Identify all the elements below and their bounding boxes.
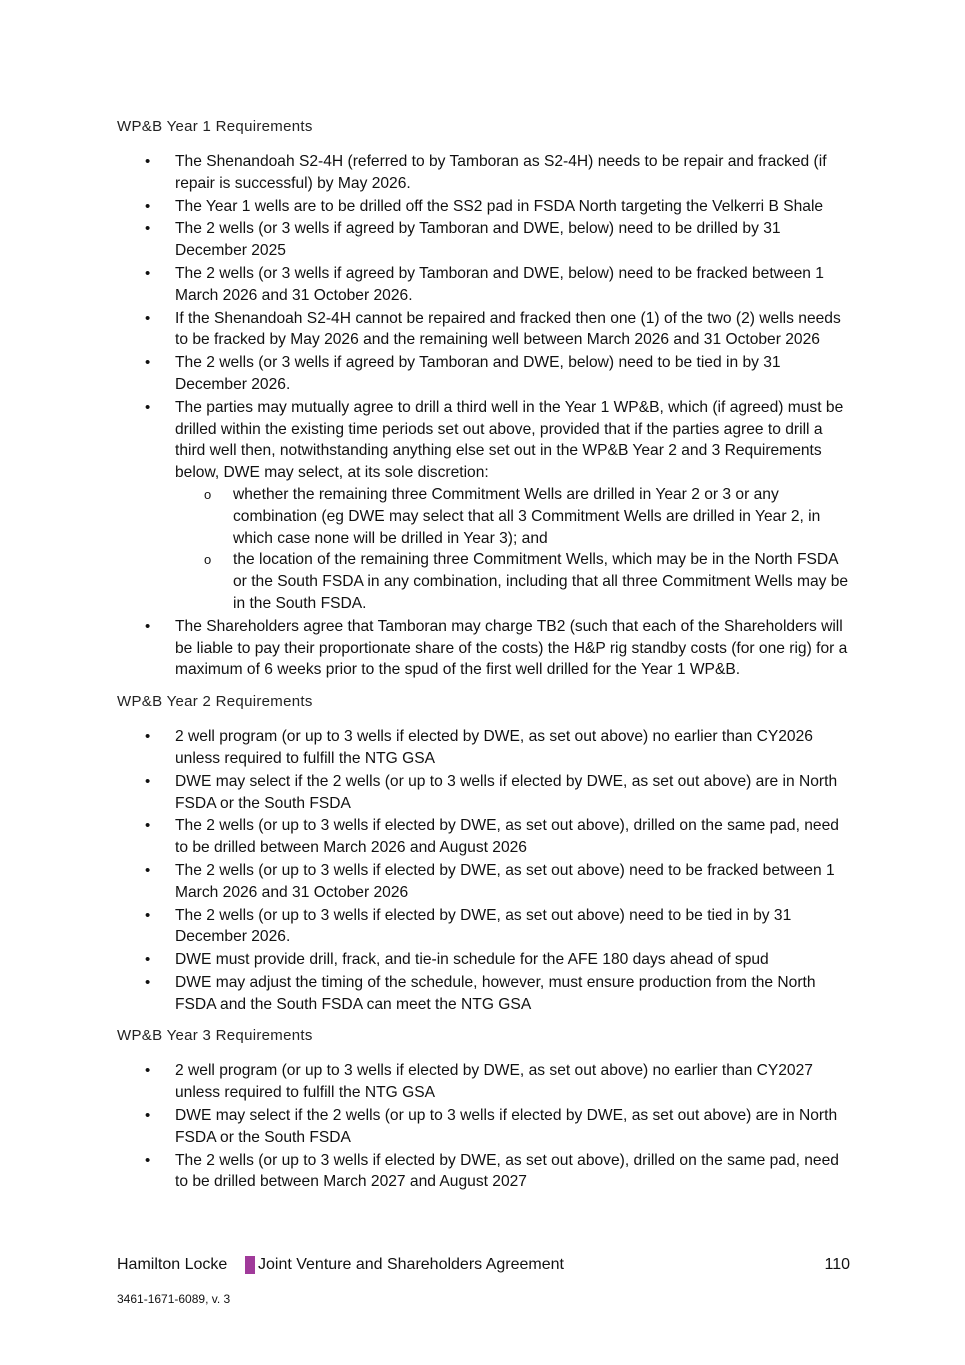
page-number: 110 [824, 1256, 850, 1273]
section-heading-year-3: WP&B Year 3 Requirements [117, 1027, 313, 1045]
year-1-requirements-list [117, 151, 852, 681]
list-item: • The Shareholders agree that Tamboran may charge TB2 (such that each of the Shareholders will be liable to pay their proportionate share of the costs) the H&P rig standby costs (for one rig) for a maximum of 6 weeks prior to the spud of the first well drilled for the Year 1 WP&B. [145, 617, 848, 679]
list-item: • The Year 1 wells are to be drilled off the SS2 pad in FSDA North targeting the Velkerri B Shale [117, 196, 852, 218]
bullet-icon: • [145, 354, 151, 372]
list-item: • The parties may mutually agree to drill a third well in the Year 1 WP&B, which (if agreed) must be drilled within the existing time periods set out above, provided that if the parties agree to drill a third well then, notwithstanding anything else set out in the WP&B Year 2 and 3 Requirements below, DWE may select, at its sole discretion: o whether the remaining three Commitment Wells are drilled in Year 2 or 3 or any combination (eg DWE may select that all 3 Commitment Wells are drilled in Year 2, in which case none will be drilled in Year 3); and o the location of the remaining three Commitment Wells, which may be in the North FSDA or the South FSDA in any combination, including that all three Commitment Wells may be in the South FSDA. [117, 397, 852, 615]
list-item: • The 2 wells (or up to 3 wells if elected by DWE, as set out above) need to be tied in by 31 December 2026. [145, 906, 792, 946]
list-item: • The 2 wells (or up to 3 wells if elected by DWE, as set out above) need to be fracked between 1 March 2026 and 31 October 2026 [145, 861, 835, 901]
list-item: • The 2 wells (or 3 wells if agreed by Tamboran and DWE, below) need to be drilled by 31 December 2025 [145, 220, 781, 260]
list-item: • DWE may adjust the timing of the schedule, however, must ensure production from the North FSDA and the South FSDA can meet the NTG GSA [145, 973, 816, 1013]
bullet-icon: • [145, 817, 151, 835]
list-item: • The 2 wells (or up to 3 wells if elected by DWE, as set out above), drilled on the same pad, need to be drilled between March 2027 and August 2027 [145, 1151, 839, 1191]
bullet-icon: • [145, 617, 151, 635]
list-item: • DWE may select if the 2 wells (or up to 3 wells if elected by DWE, as set out above) are in North FSDA or the South FSDA [145, 1107, 838, 1146]
footer-accent-bar [245, 1256, 255, 1274]
bullet-icon: • [145, 1107, 151, 1125]
list-item: • The 2 wells (or 3 wells if agreed by Tamboran and DWE, below) need to be fracked between 1 March 2026 and 31 October 2026. [145, 264, 824, 304]
bullet-icon: • [145, 197, 151, 215]
list-item: • If the Shenandoah S2-4H cannot be repaired and fracked then one (1) of the two (2) wells needs to be fracked by May 2026 and the remaining well between March 2026 and 31 October 2026 [145, 309, 841, 349]
circle-bullet-icon: o [204, 552, 212, 568]
year-2-requirements-list [117, 726, 852, 1015]
bullet-icon: • [145, 772, 151, 790]
bullet-icon: • [145, 973, 151, 991]
footer-document-title: Joint Venture and Shareholders Agreement [258, 1256, 564, 1273]
sub-list-item: o whether the remaining three Commitment Wells are drilled in Year 2 or 3 or any combination (eg DWE may select that all 3 Commitment Wells are drilled in Year 2, in which case none will be drilled in Year 3); and [204, 485, 821, 547]
section-heading-year-2: WP&B Year 2 Requirements [117, 693, 313, 711]
section-heading-year-1: WP&B Year 1 Requirements [117, 118, 313, 135]
discretion-sublist [175, 484, 852, 615]
year-3-requirements-list [117, 1060, 852, 1193]
list-item: • The Shenandoah S2-4H (referred to by Tamboran as S2-4H) needs to be repair and fracked (if repair is successful) by May 2026. [145, 153, 827, 192]
list-item: • DWE must provide drill, frack, and tie-in schedule for the AFE 180 days ahead of spud [117, 949, 852, 971]
bullet-icon: • [145, 398, 151, 416]
bullet-icon: • [145, 264, 151, 282]
bullet-icon: • [145, 728, 151, 746]
bullet-icon: • [145, 861, 151, 879]
document-id: 3461-1671-6089, v. 3 [117, 1292, 231, 1306]
sub-list-item: o the location of the remaining three Commitment Wells, which may be in the North FSDA or the South FSDA in any combination, including that all three Commitment Wells may be in the South FSDA. [204, 551, 849, 612]
circle-bullet-icon: o [204, 486, 212, 502]
bullet-icon: • [145, 951, 151, 969]
bullet-icon: • [145, 906, 151, 924]
list-item: • The 2 wells (or 3 wells if agreed by Tamboran and DWE, below) need to be tied in by 31 December 2026. [145, 354, 781, 393]
bullet-icon: • [145, 220, 151, 238]
list-item: • The 2 wells (or up to 3 wells if elected by DWE, as set out above), drilled on the same pad, need to be drilled between March 2026 and August 2026 [145, 817, 839, 857]
footer-firm-name: Hamilton Locke [117, 1256, 228, 1273]
list-item: • DWE may select if the 2 wells (or up to 3 wells if elected by DWE, as set out above) are in North FSDA or the South FSDA [145, 772, 838, 812]
bullet-icon: • [145, 153, 151, 170]
page-content [117, 117, 852, 1204]
bullet-icon: • [145, 309, 151, 327]
list-item: • 2 well program (or up to 3 wells if elected by DWE, as set out above) no earlier than CY2026 unless required to fulfill the NTG GSA [145, 728, 813, 767]
page-footer [117, 1254, 850, 1276]
list-item: • 2 well program (or up to 3 wells if elected by DWE, as set out above) no earlier than CY2027 unless required to fulfill the NTG GSA [145, 1062, 813, 1102]
bullet-icon: • [145, 1151, 151, 1169]
bullet-icon: • [145, 1062, 151, 1080]
